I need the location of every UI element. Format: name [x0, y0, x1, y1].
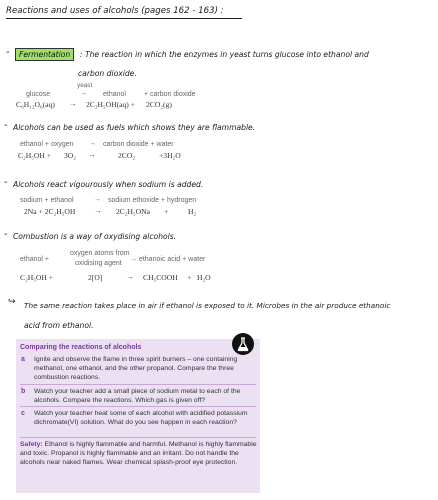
fermentation-definition-line2: carbon dioxide. — [78, 69, 137, 78]
word-equation-term: oxygen atoms from — [70, 250, 130, 257]
symbol-equation-term: 2CO₂(g) — [146, 100, 172, 109]
symbol-equation-term: + — [164, 207, 169, 216]
step-text: Watch your teacher heat some of each alcohol with acidified potassium dichromate(VI) solution. What do you see happen in each reaction? — [34, 410, 248, 427]
title-underline — [6, 18, 242, 19]
symbol-equation-term: + — [187, 273, 192, 282]
page-title: Reactions and uses of alcohols (pages 162 - 163) : — [6, 6, 224, 16]
fermentation-definition-line1: : The reaction in which the enzymes in yeast turns glucose into ethanol and — [80, 50, 369, 59]
word-equation-term: ethanol — [103, 91, 126, 98]
symbol-equation-term: CH₃COOH — [143, 273, 178, 282]
symbol-equation-term: H₂ — [188, 207, 197, 216]
word-equation-term: ethanol + oxygen — [20, 141, 74, 148]
step-text: Ignite and observe the flame in three spirit burners – one containing methanol, one ethanol, and the other propanol. Compare the three combustion reactions. — [34, 356, 238, 382]
symbol-equation-term: 3O₂ — [64, 151, 76, 160]
same-reaction-line2: acid from ethanol. — [24, 321, 94, 330]
word-equation-term: oxidising agent — [75, 260, 122, 267]
flask-icon — [232, 333, 254, 355]
word-equation-term: → ethanoic acid + water — [130, 256, 206, 263]
step-letter: a — [21, 356, 25, 363]
symbol-equation-term: 2CO₂ — [118, 151, 135, 160]
word-equation-term: ethanol + — [20, 256, 49, 263]
divider — [20, 384, 256, 385]
bullet-dash: - — [6, 47, 10, 58]
step-letter: c — [21, 410, 25, 417]
bullet-dash: - — [4, 229, 8, 240]
word-equation-term: + carbon dioxide — [144, 91, 196, 98]
symbol-equation-arrow: → — [88, 150, 96, 159]
word-equation-term: carbon dioxide + water — [103, 141, 174, 148]
step-text: Watch your teacher add a small piece of sodium metal to each of the alcohols. Compare the reactions. Which gas is given off? — [34, 388, 241, 405]
word-equation-term: sodium ethoxide + hydrogen — [108, 197, 197, 204]
safety-text: Ethanol is highly flammable and harmful. Methanol is highly flammable and toxic. Propanol is highly flammable and an irritant. Do not handle the alcohols near naked flames. Wear chemical splash-proof eye protection. — [20, 441, 257, 467]
symbol-equation-term: C₂H₅OH + — [20, 273, 53, 282]
word-equation-term: glucose — [26, 91, 51, 98]
divider — [20, 406, 256, 407]
word-equation-arrow: → — [94, 196, 101, 203]
symbol-equation-term: 2C₂H₅OH(aq) + — [86, 100, 136, 109]
word-equation-term: sodium + ethanol — [20, 197, 74, 204]
symbol-equation-term: C₂H₅OH + — [18, 151, 51, 160]
symbol-equation-term: 2Na + 2C₂H₅OH — [24, 207, 76, 216]
fermentation-highlight: Fermentation — [15, 48, 74, 61]
practical-title: Comparing the reactions of alcohols — [20, 344, 142, 351]
symbol-equation-term: H₂O — [197, 273, 211, 282]
safety-label: Safety: — [20, 441, 43, 448]
symbol-equation-term: C₆H₁₂O₆(aq) — [16, 100, 55, 109]
symbol-equation-term: 2C₂H₅ONa — [116, 207, 150, 216]
practical-box — [16, 339, 260, 493]
symbol-equation-arrow: → — [69, 99, 77, 108]
curved-arrow-icon: ↪ — [8, 297, 16, 307]
divider — [20, 437, 256, 438]
safety-note — [20, 440, 258, 468]
symbol-equation-arrow: → — [126, 272, 134, 281]
sodium-note: Alcohols react vigourously when sodium is added. — [13, 180, 204, 189]
symbol-equation-arrow: → — [94, 206, 102, 215]
symbol-equation-term: +3H₂O — [159, 151, 181, 160]
bullet-dash: - — [4, 120, 8, 131]
word-equation-arrow: → — [80, 90, 87, 97]
fuels-note: Alcohols can be used as fuels which shows they are flammable. — [13, 123, 256, 132]
reaction-condition: yeast — [77, 82, 93, 89]
combustion-note: Combustion is a way of oxydising alcohols. — [13, 232, 177, 241]
bullet-dash: - — [4, 177, 8, 188]
symbol-equation-term: 2[O] — [88, 273, 103, 282]
word-equation-arrow: → — [89, 140, 96, 147]
same-reaction-line1: The same reaction takes place in air if ethanol is exposed to it. Microbes in the air produce ethanoic — [24, 301, 391, 310]
step-letter: b — [21, 388, 26, 395]
